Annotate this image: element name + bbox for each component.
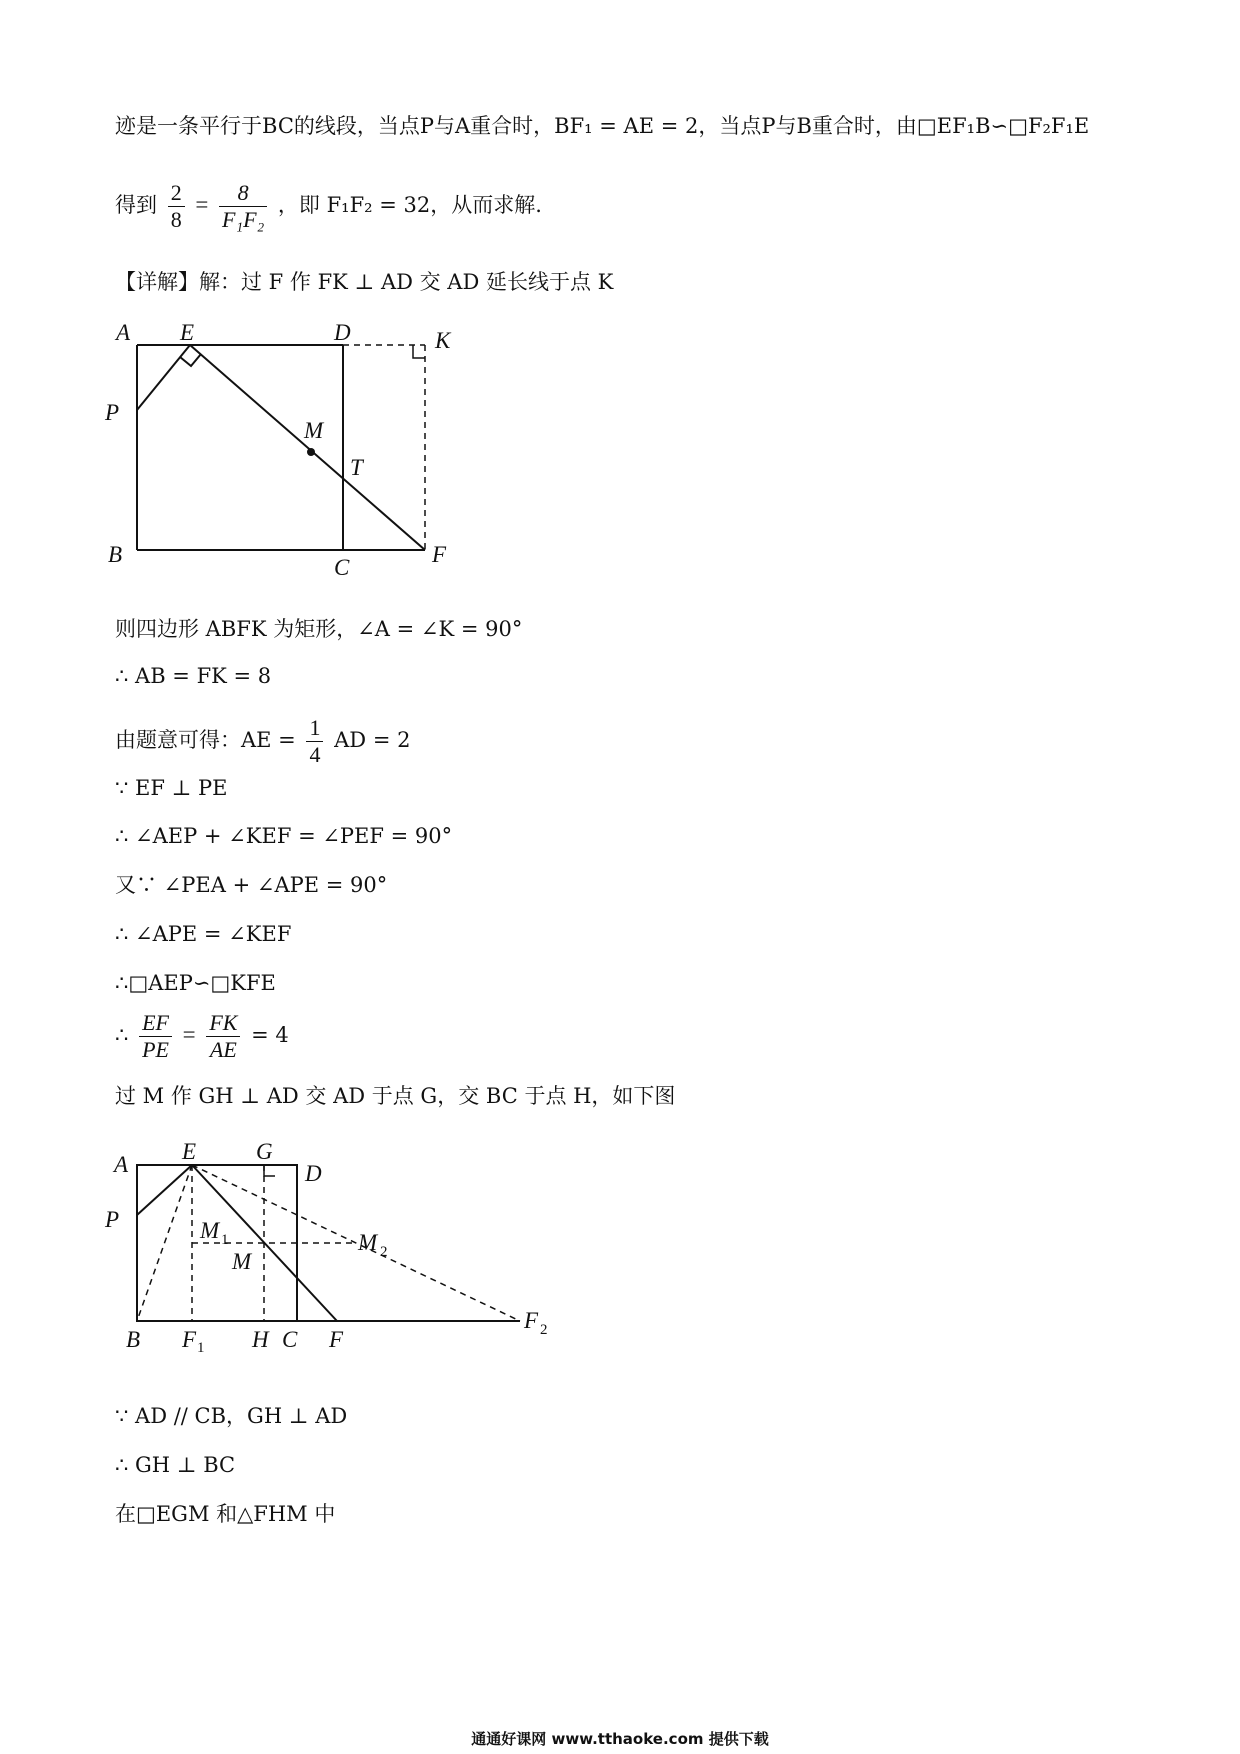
label-f2-sub: 2 [540,1322,548,1338]
line6-suffix: AD = 2 [334,728,411,752]
right-angle-mark-e [180,354,201,366]
line2-prefix: 得到 [115,193,157,217]
fraction-1-over-4 [306,715,323,768]
line12-suffix: = 4 [251,1023,289,1047]
fraction-2-over-8 [168,180,185,233]
label-f1-sub: 1 [197,1340,205,1356]
label-c: C [282,1327,298,1352]
label-g: G [256,1139,273,1164]
label-e: E [182,1139,197,1164]
fraction-ef-over-pe [139,1010,172,1063]
fraction-numerator: 8 [219,180,267,207]
footer-credit: 通通好课网 www.tthaoke.com 提供下载 [471,1730,769,1748]
label-k: K [435,328,451,353]
label-f1: F [182,1327,197,1352]
fraction-denominator: 8 [170,207,182,232]
label-c: C [334,555,350,580]
segment-pe [137,345,190,410]
label-b: B [126,1327,141,1352]
fraction-denominator: PE [142,1037,169,1062]
text-line-16: 在□EGM 和△FHM 中 [115,1502,336,1526]
fraction-numerator: EF [139,1010,172,1037]
label-f: F [432,542,447,567]
text-line-13: 过 M 作 GH ⊥ AD 交 AD 于点 G，交 BC 于点 H，如下图 [115,1084,676,1108]
fraction-denominator: F₁F₂ [222,207,265,232]
text-line-5: ∴ AB = FK = 8 [115,664,272,688]
right-angle-mark-g [264,1165,275,1176]
label-p: P [105,1207,120,1232]
label-a: A [114,1152,129,1177]
text-line-1: 迹是一条平行于BC的线段，当点P与A重合时，BF₁ = AE = 2，当点P与B重合时，由□EF₁B∽□F₂F₁E [115,114,1090,138]
right-angle-mark-k [413,345,425,358]
line2-suffix: ，即 F₁F₂ = 32，从而求解. [277,193,542,217]
figure-2-diagram [100,1130,560,1360]
label-t: T [350,455,363,480]
equals-sign: = [182,1022,196,1047]
label-p: P [105,400,120,425]
label-e: E [180,320,195,345]
fraction-denominator: AE [209,1037,237,1062]
label-m: M [232,1249,252,1274]
point-m [307,448,315,456]
fraction-8-over-f1f2 [219,180,267,233]
figure-1-diagram [100,310,480,580]
dashed-eb [137,1165,192,1321]
text-line-7: ∵ EF ⊥ PE [115,776,228,800]
text-line-15: ∴ GH ⊥ BC [115,1453,236,1477]
fraction-numerator: FK [206,1010,240,1037]
label-f2: F [524,1308,539,1333]
text-line-11: ∴□AEP∽□KFE [115,971,276,995]
label-h: H [252,1327,269,1352]
fraction-numerator: 2 [168,180,185,207]
text-line-14: ∵ AD // CB，GH ⊥ AD [115,1404,348,1428]
text-line-9: 又∵ ∠PEA + ∠APE = 90° [115,873,388,897]
label-f: F [329,1327,344,1352]
label-m2-sub: 2 [380,1244,388,1260]
label-m2: M [358,1230,378,1255]
text-line-6 [115,715,410,768]
label-m1-sub: 1 [221,1232,229,1248]
fraction-denominator: 4 [309,742,321,767]
equals-sign: = [195,192,209,217]
text-line-2 [115,180,542,233]
text-line-10: ∴ ∠APE = ∠KEF [115,922,292,946]
line12-prefix: ∴ [115,1023,129,1047]
label-m: M [304,418,324,443]
text-line-3: 【详解】解：过 F 作 FK ⊥ AD 交 AD 延长线于点 K [115,270,614,294]
text-line-12 [115,1010,289,1063]
fraction-fk-over-ae [206,1010,240,1063]
line6-prefix: 由题意可得：AE = [115,728,296,752]
text-line-8: ∴ ∠AEP + ∠KEF = ∠PEF = 90° [115,824,453,848]
text-line-4: 则四边形 ABFK 为矩形，∠A = ∠K = 90° [115,617,523,641]
label-b: B [108,542,123,567]
segment-ef [190,345,425,550]
label-d: D [305,1161,322,1186]
label-a: A [116,320,131,345]
label-d: D [334,320,351,345]
label-m1: M [200,1218,220,1243]
fraction-numerator: 1 [306,715,323,742]
